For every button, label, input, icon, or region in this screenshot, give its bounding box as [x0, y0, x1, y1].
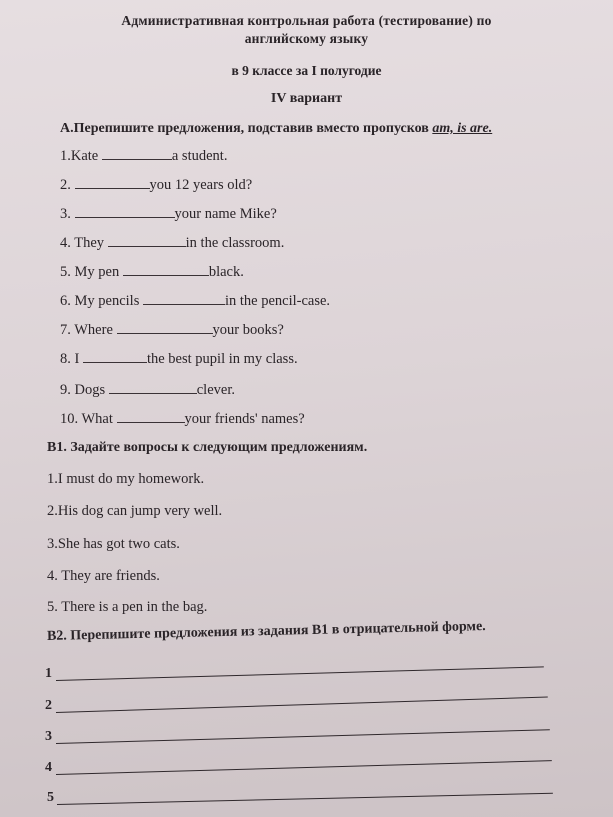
sentence-start: 5. My pen — [60, 264, 120, 280]
sentence-item — [60, 321, 284, 339]
answer-number: 2 — [45, 698, 52, 713]
sentence-start: 10. What — [60, 411, 113, 427]
sentence-item — [60, 234, 284, 252]
sentence-item — [60, 147, 227, 165]
answer-number: 4 — [45, 760, 52, 775]
fill-blank[interactable] — [75, 176, 150, 189]
answer-number: 5 — [47, 790, 54, 805]
sentence-end: in the pencil-case. — [224, 293, 331, 309]
grade-line: в 9 классе за I полугодие — [231, 63, 382, 78]
b1-sentence: 2.His dog can jump very well. — [47, 503, 223, 519]
sentence-end: black. — [208, 264, 244, 280]
sentence-start: 9. Dogs — [60, 382, 106, 398]
fill-blank[interactable] — [83, 350, 147, 363]
title-line-2: английскому языку — [244, 31, 369, 46]
fill-blank[interactable] — [123, 263, 209, 276]
answer-line[interactable] — [57, 793, 553, 805]
sentence-end: in the classroom. — [185, 235, 285, 251]
fill-blank[interactable] — [109, 381, 197, 394]
fill-blank[interactable] — [143, 292, 225, 305]
b1-sentence: 1.I must do my homework. — [47, 471, 205, 487]
sentence-end: clever. — [196, 382, 235, 398]
sentence-item — [60, 263, 244, 281]
sentence-item — [60, 381, 235, 399]
sentence-end: your name Mike? — [174, 206, 277, 222]
b1-sentence: 3.She has got two cats. — [47, 536, 180, 552]
sentence-end: your friends' names? — [184, 411, 305, 427]
title-line-1: Административная контрольная работа (тестирование) по — [121, 13, 492, 28]
fill-blank[interactable] — [102, 147, 172, 160]
sentence-item — [60, 410, 305, 428]
sentence-start: 7. Where — [60, 322, 113, 338]
sentence-start: 8. I — [60, 351, 80, 367]
sentence-start: 3. — [60, 206, 71, 222]
answer-number: 3 — [45, 729, 52, 744]
b1-sentence: 4. They are friends. — [47, 568, 160, 584]
fill-blank[interactable] — [75, 205, 175, 218]
answer-number: 1 — [45, 666, 52, 681]
fill-blank[interactable] — [108, 234, 186, 247]
variant-line: IV вариант — [270, 91, 343, 106]
sentence-item — [60, 350, 298, 368]
sentence-end: the best pupil in my class. — [146, 351, 298, 367]
answer-line[interactable] — [56, 666, 544, 681]
answer-line[interactable] — [56, 760, 552, 775]
sentence-start: 2. — [60, 177, 71, 193]
fill-blank[interactable] — [117, 321, 213, 334]
section-a-heading-text: А.Перепишите предложения, подставив вместо пропусков — [60, 121, 433, 136]
worksheet-title — [0, 12, 613, 48]
sentence-end: a student. — [171, 148, 228, 164]
sentence-item — [60, 205, 277, 223]
sentence-item — [60, 292, 330, 310]
b1-sentence: 5. There is a pen in the bag. — [47, 599, 208, 615]
sentence-end: your books? — [212, 322, 284, 338]
answer-line[interactable] — [56, 729, 550, 744]
sentence-start: 4. They — [60, 235, 105, 251]
fill-blank[interactable] — [117, 410, 185, 423]
section-b1-heading: B1. Задайте вопросы к следующим предложениям. — [47, 440, 368, 455]
sentence-start: 6. My pencils — [60, 293, 140, 309]
section-b2-heading: B2. Перепишите предложения из задания B1 в отрицательной форме. — [46, 619, 486, 644]
answer-line[interactable] — [56, 697, 548, 713]
sentence-item — [60, 176, 252, 194]
section-a-heading-words: am, is are. — [432, 121, 493, 136]
sentence-end: you 12 years old? — [149, 177, 253, 193]
section-a-heading — [60, 121, 492, 137]
sentence-start: 1.Kate — [60, 148, 99, 164]
